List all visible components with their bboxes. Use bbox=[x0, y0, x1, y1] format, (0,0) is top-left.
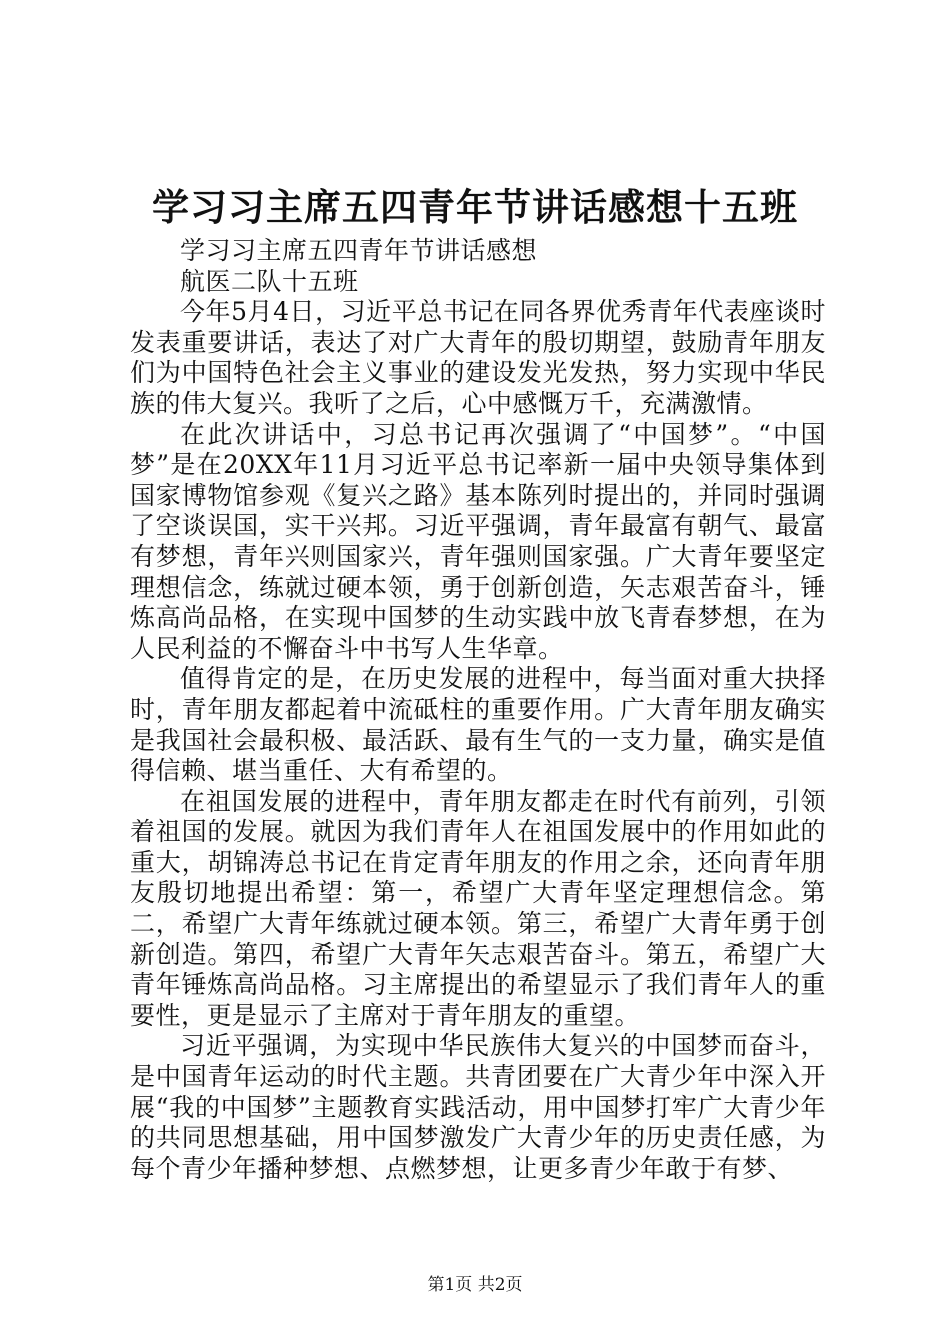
document-title: 学习习主席五四青年节讲话感想十五班 bbox=[152, 185, 798, 229]
paragraph: 习近平强调，为实现中华民族伟大复兴的中国梦而奋斗，是中国青年运动的时代主题。共青团要在广大青少年中深入开展“我的中国梦”主题教育实践活动，用中国梦打牢广大青少年的共同思想基础，用中国梦激发广大青少年的历史责任感，为每个青少年播种梦想、点燃梦想，让更多青少年敢于有梦、 bbox=[130, 1031, 826, 1183]
subtitle: 学习习主席五四青年节讲话感想 bbox=[180, 236, 538, 265]
document-body bbox=[130, 236, 826, 1184]
paragraph: 在此次讲话中，习总书记再次强调了“中国梦”。“中国梦”是在20XX年11月习近平总书记率新一届中央领导集体到国家博物馆参观《复兴之路》基本陈列时提出的，并同时强调了空谈误国，实干兴邦。习近平强调，青年最富有朝气、最富有梦想，青年兴则国家兴，青年强则国家强。广大青年要坚定理想信念，练就过硬本领，勇于创新创造，矢志艰苦奋斗，锤炼高尚品格，在实现中国梦的生动实践中放飞青春梦想，在为人民利益的不懈奋斗中书写人生华章。 bbox=[130, 419, 826, 663]
paragraph: 今年5月4日，习近平总书记在同各界优秀青年代表座谈时发表重要讲话，表达了对广大青年的殷切期望，鼓励青年朋友们为中国特色社会主义事业的建设发光发热，努力实现中华民族的伟大复兴。我听了之后，心中感慨万千，充满激情。 bbox=[130, 297, 826, 418]
author-line: 航医二队十五班 bbox=[180, 266, 359, 296]
paragraph: 在祖国发展的进程中，青年朋友都走在时代有前列，引领着祖国的发展。就因为我们青年人在祖国发展中的作用如此的重大，胡锦涛总书记在肯定青年朋友的作用之余，还向青年朋友殷切地提出希望：第一，希望广大青年坚定理想信念。第二，希望广大青年练就过硬本领。第三，希望广大青年勇于创新创造。第四，希望广大青年矢志艰苦奋斗。第五，希望广大青年锤炼高尚品格。习主席提出的希望显示了我们青年人的重要性，更是显示了主席对于青年朋友的重望。 bbox=[130, 786, 826, 1030]
page-number: 第1页 共2页 bbox=[427, 1275, 523, 1295]
paragraph: 值得肯定的是，在历史发展的进程中，每当面对重大抉择时，青年朋友都起着中流砥柱的重要作用。广大青年朋友确实是我国社会最积极、最活跃、最有生气的一支力量，确实是值得信赖、堪当重任、大有希望的。 bbox=[130, 664, 826, 786]
